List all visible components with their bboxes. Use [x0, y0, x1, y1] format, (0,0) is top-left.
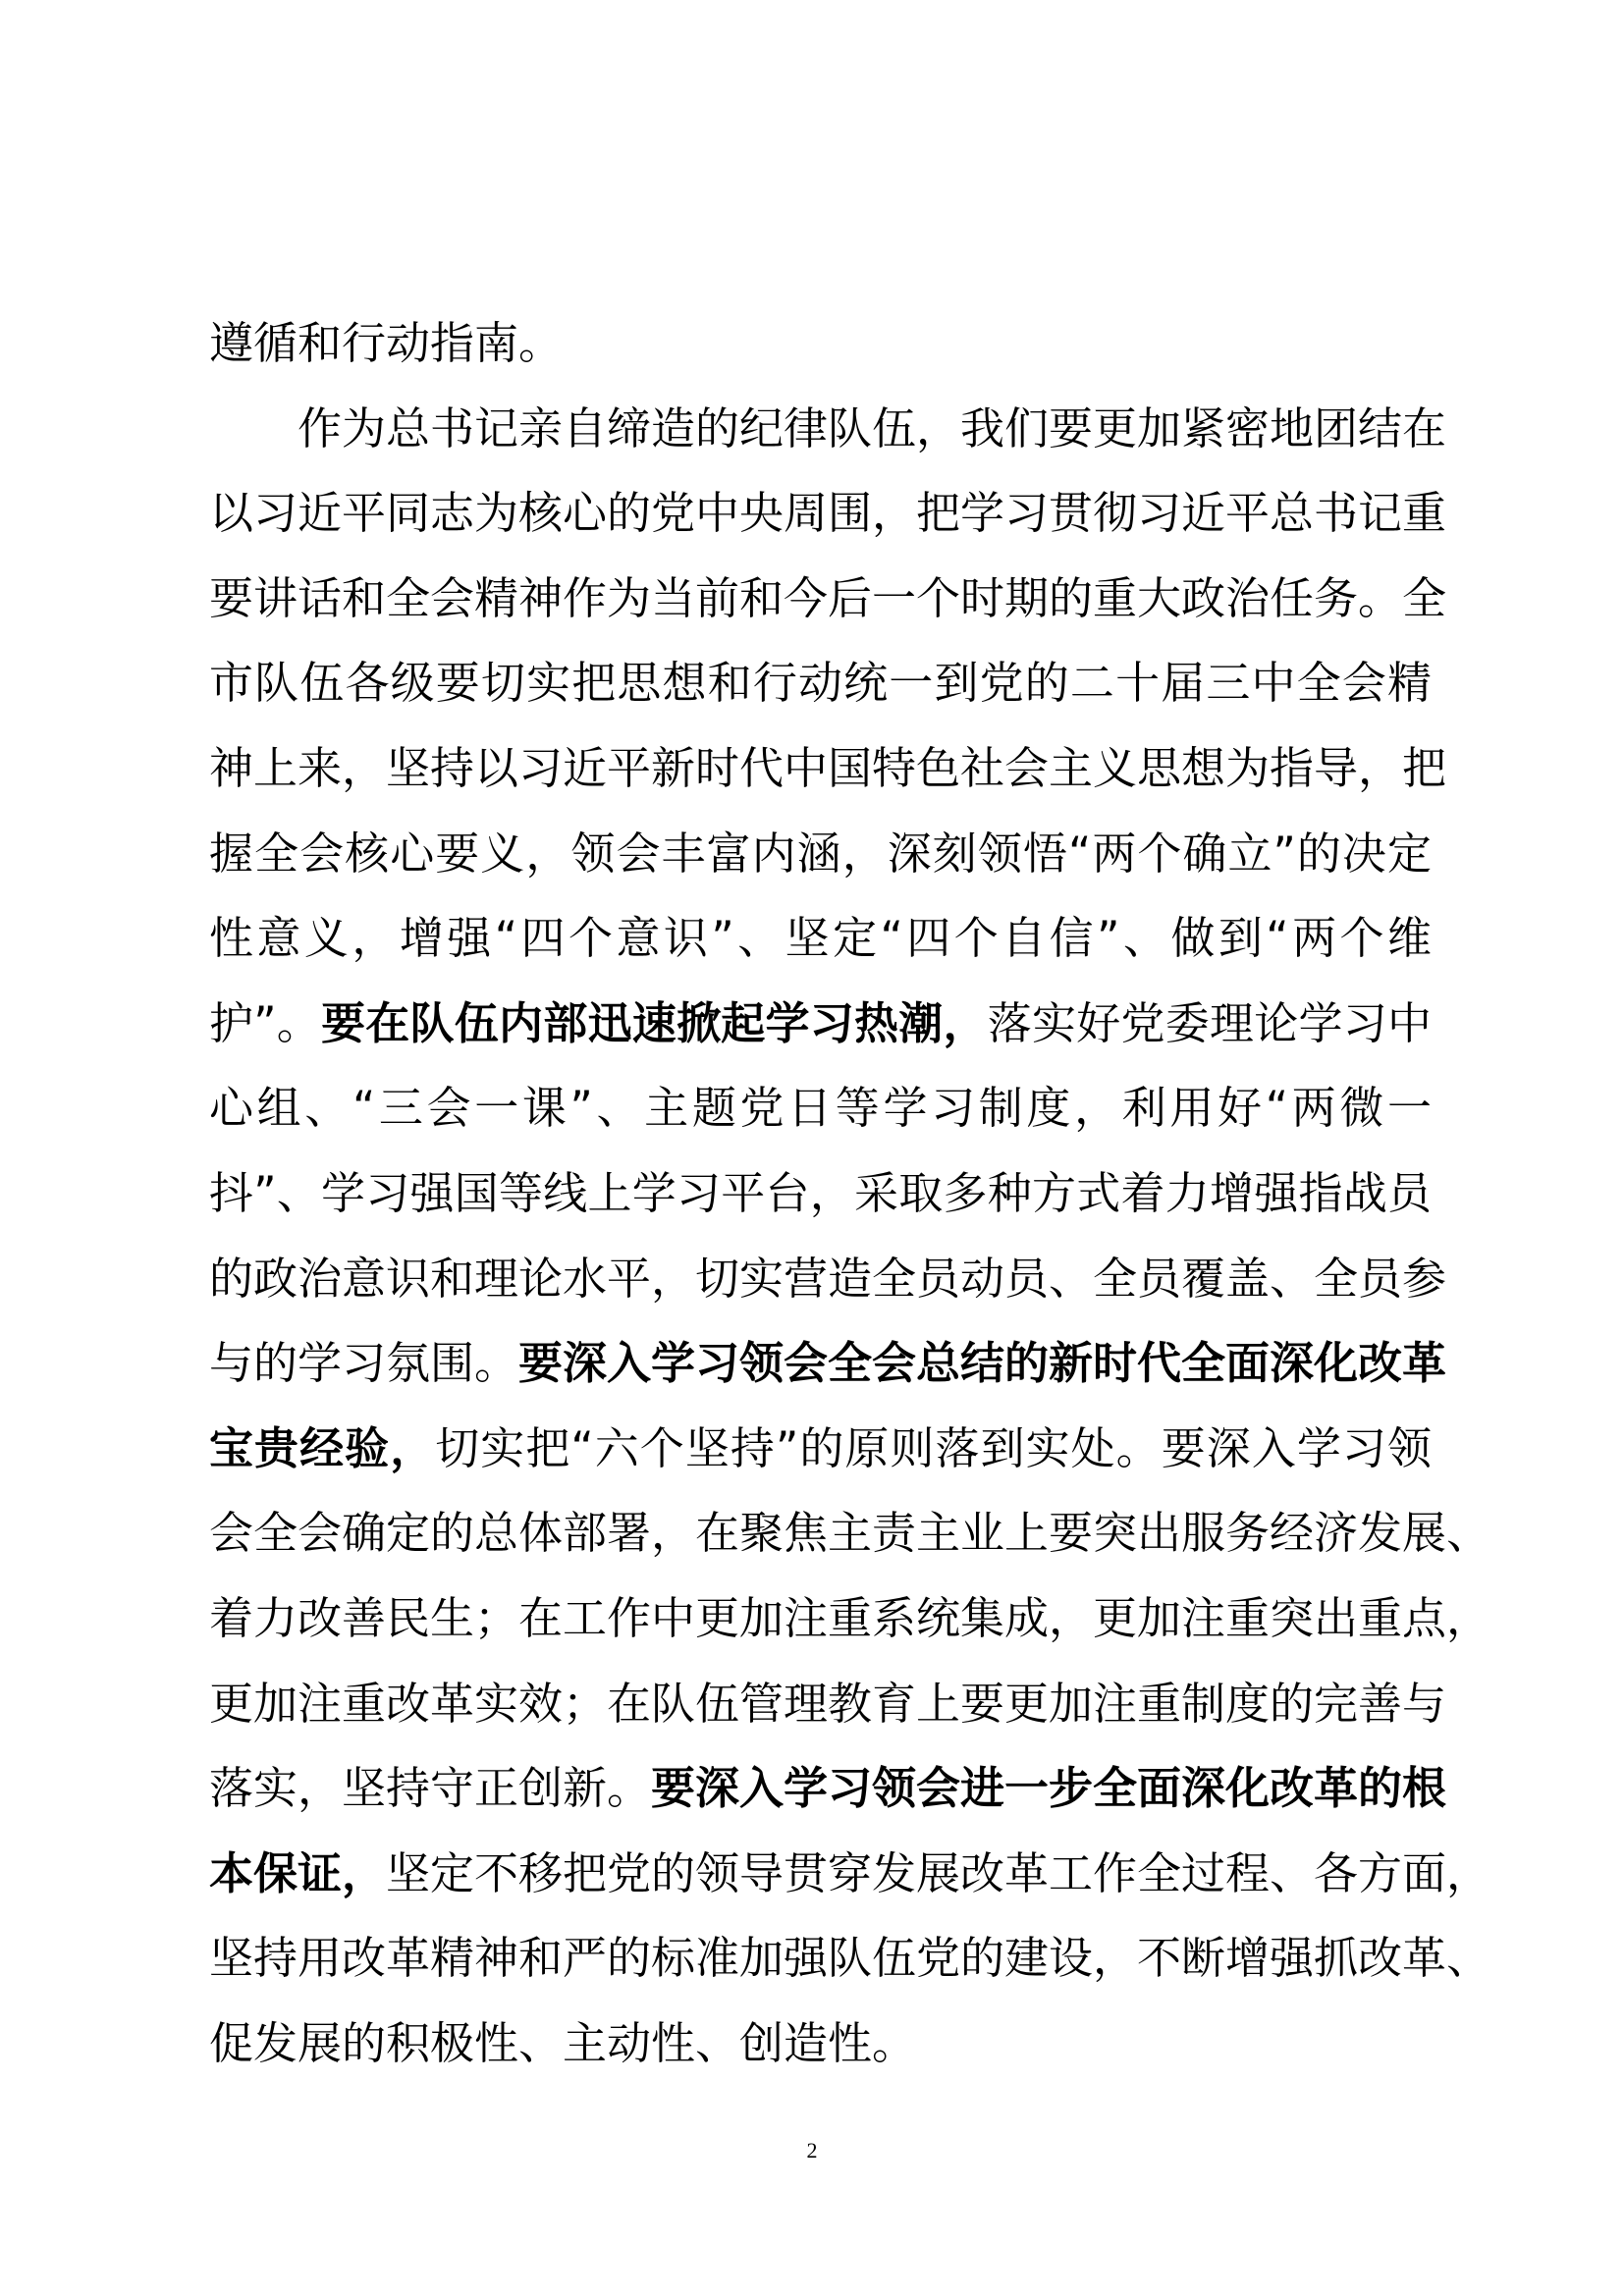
text-segment: 作为总书记亲自缔造的纪律队伍，我们要更加紧密地团结在	[298, 401, 1447, 454]
text-segment: 坚定不移把党的领导贯穿发展改革工作全过程、各方面，	[386, 1846, 1491, 1899]
text-line	[209, 1079, 1432, 1138]
text-segment: 着力改善民生；在工作中更加注重系统集成，更加注重突出重点，	[209, 1592, 1491, 1644]
text-line	[209, 825, 1432, 883]
text-line	[209, 1334, 1447, 1393]
text-line	[209, 1844, 1491, 1903]
text-segment: 更加注重改革实效；在队伍管理教育上要更加注重制度的完善与	[209, 1677, 1447, 1730]
text-line	[209, 1250, 1447, 1308]
page-number: 2	[806, 2138, 818, 2163]
text-segment: 市队伍各级要切实把思想和行动统一到党的二十届三中全会精	[209, 657, 1432, 710]
text-line	[209, 314, 1432, 373]
text-segment: 促发展的积极性、主动性、创造性。	[209, 2017, 917, 2069]
text-segment: 心组、“三会一课”、主题党日等学习制度，利用好“两微一	[209, 1082, 1432, 1135]
text-segment: 握全会核心要义，领会丰富内涵，深刻领悟“两个确立”的决定	[209, 827, 1432, 880]
text-segment: 护”。	[209, 996, 322, 1049]
text-line	[209, 2014, 1432, 2073]
text-line	[209, 1504, 1491, 1563]
text-segment: 落实好党委理论学习中	[987, 996, 1432, 1049]
text-line	[209, 909, 1432, 968]
bold-text-segment: 本保证，	[209, 1846, 387, 1899]
text-segment: 切实把“六个坚持”的原则落到实处。要深入学习领	[435, 1421, 1432, 1474]
text-segment: 以习近平同志为核心的党中央周围，把学习贯彻习近平总书记重	[209, 487, 1447, 540]
text-segment: 坚持用改革精神和严的标准加强队伍党的建设，不断增强抓改革、	[209, 1932, 1491, 1985]
text-line	[209, 484, 1447, 543]
text-segment: 的政治意识和理论水平，切实营造全员动员、全员覆盖、全员参	[209, 1252, 1447, 1305]
text-segment: 与的学习氛围。	[209, 1337, 519, 1390]
bold-text-segment: 宝贵经验，	[209, 1421, 436, 1474]
text-segment: 性意义，增强“四个意识”、坚定“四个自信”、做到“两个维	[209, 912, 1432, 965]
text-segment: 落实，坚持守正创新。	[209, 1762, 652, 1815]
text-line	[209, 1419, 1432, 1478]
text-line	[209, 1675, 1447, 1734]
text-line	[209, 1759, 1447, 1818]
bold-text-segment: 要在队伍内部迅速掀起学习热潮，	[321, 996, 988, 1049]
text-segment: 神上来，坚持以习近平新时代中国特色社会主义思想为指导，把	[209, 742, 1447, 794]
text-line	[209, 1929, 1491, 1988]
text-line	[209, 1589, 1491, 1648]
text-segment: 会全会确定的总体部署，在聚焦主责主业上要突出服务经济发展、	[209, 1507, 1491, 1560]
text-line	[209, 1164, 1432, 1223]
text-segment: 要讲话和全会精神作为当前和今后一个时期的重大政治任务。全	[209, 571, 1447, 624]
text-line	[209, 994, 1432, 1053]
text-segment: 抖”、学习强国等线上学习平台，采取多种方式着力增强指战员	[209, 1167, 1432, 1219]
text-line	[209, 739, 1447, 798]
text-line	[298, 400, 1447, 458]
text-line	[209, 654, 1432, 713]
bold-text-segment: 要深入学习领会全会总结的新时代全面深化改革	[518, 1337, 1447, 1390]
text-segment: 遵循和行动指南。	[209, 317, 564, 369]
bold-text-segment: 要深入学习领会进一步全面深化改革的根	[651, 1762, 1447, 1815]
text-line	[209, 569, 1447, 628]
